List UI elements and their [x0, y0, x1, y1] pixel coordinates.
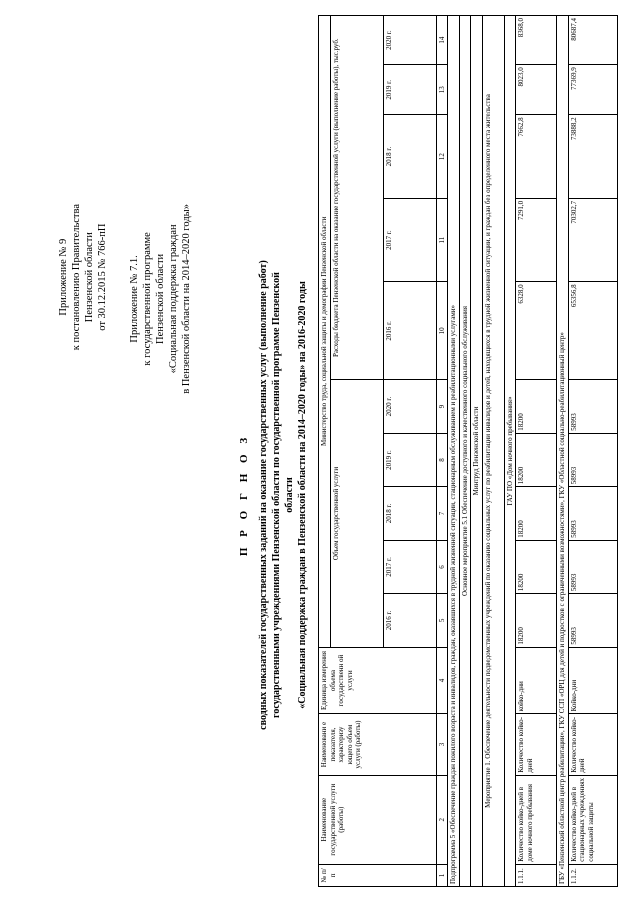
row-expense: 7291,0 — [516, 198, 557, 282]
title-line: государственными учреждениями Пензенской области по государственной программе Пензенской области — [271, 272, 295, 718]
column-number: 3 — [436, 714, 448, 775]
row-num: 1.1.2. — [568, 864, 617, 886]
row-volume: 58993 — [568, 594, 617, 647]
header-ministry: Министерство труда, социальной защиты и демографии Пензенской области — [319, 16, 331, 648]
header-year: 2016 г. — [383, 282, 436, 380]
document-title — [238, 255, 309, 735]
annex-7-1-line: к государственной программе — [142, 232, 153, 366]
annex-7-1-line: «Социальная поддержка граждан — [168, 224, 179, 374]
annex-9-line: Приложение № 9 — [58, 238, 69, 316]
header-year: 2018 г. — [383, 487, 436, 540]
row-expense: 80687,4 — [568, 16, 617, 65]
annex-7-1-header — [128, 204, 193, 394]
header-volume: Объем государственной услуги — [330, 380, 383, 647]
column-number: 4 — [436, 647, 448, 714]
header-indicator: Наименовани е показателя, характеризу ющего объем услуги (работы) — [319, 714, 437, 775]
annex-9-line: к постановлению Правительства — [71, 204, 82, 351]
column-number: 2 — [436, 775, 448, 864]
institution-row: ГАУ ПО «Дом ночного пребывания» — [504, 16, 516, 887]
row-expense: 6328,0 — [516, 282, 557, 380]
row-num: 1.1.1. — [516, 864, 557, 886]
annex-9-line: от 30.12.2015 № 766-пП — [97, 223, 108, 331]
annex-9-line: Пензенской области — [84, 232, 95, 323]
row-volume: 18200 — [516, 487, 557, 540]
column-number: 9 — [436, 380, 448, 433]
row-service: Количество койко-дней в доме ночного пребывания — [516, 775, 557, 864]
row-service: Количество койко-дней в стационарных учреждениях социальной защиты — [568, 775, 617, 864]
ministry-row: Минтруд Пензенской области — [471, 16, 483, 887]
row-expense: 8023,0 — [516, 65, 557, 115]
row-unit: Койко-дни — [568, 647, 617, 714]
forecast-table — [318, 15, 618, 887]
column-number-row — [436, 16, 448, 887]
table-row — [568, 16, 617, 887]
row-volume: 18200 — [516, 433, 557, 486]
annex-9-header — [57, 204, 109, 350]
header-year: 2020 г. — [383, 380, 436, 433]
header-year: 2017 г. — [383, 198, 436, 282]
column-number: 14 — [436, 16, 448, 65]
row-expense: 70302,7 — [568, 198, 617, 282]
subprogram-row: Подпрограмма 5 «Обеспечение граждан пожилого возраста и инвалидов, граждан, оказавшихся в трудной жизненной ситуации, стационарным обслуживанием и реабилитационными услугами» — [448, 16, 460, 887]
row-volume: 58993 — [568, 487, 617, 540]
header-service: Наименование государственной услуги (работы) — [319, 775, 437, 864]
header-year: 2018 г. — [383, 115, 436, 199]
row-expense: 7662,8 — [516, 115, 557, 199]
header-year: 2017 г. — [383, 540, 436, 593]
row-volume: 18200 — [516, 540, 557, 593]
event-row: Мероприятие 1. Обеспечение деятельности подведомственных учреждений по оказанию социальных услуг по реабилитации инвалидов и детей, находящихся в трудной жизненной ситуации, и граждан без определенного места жительства — [482, 16, 504, 887]
header-year: 2020 г. — [383, 16, 436, 65]
column-number: 11 — [436, 198, 448, 282]
row-unit: койко-дни — [516, 647, 557, 714]
row-indicator: Количество койко-дней — [568, 714, 617, 775]
main-event-row: Основное мероприятие 5.1 Обеспечение доступного и качественного социального обслуживания — [459, 16, 471, 887]
column-number: 1 — [436, 864, 448, 886]
column-number: 13 — [436, 65, 448, 115]
title-line: «Социальная поддержка граждан в Пензенской области на 2014–2020 годы» на 2016-2020 годы — [297, 281, 308, 709]
row-expense: 8368,0 — [516, 16, 557, 65]
annex-7-1-line: Пензенской области — [155, 253, 166, 344]
column-number: 8 — [436, 433, 448, 486]
column-number: 5 — [436, 594, 448, 647]
column-number: 7 — [436, 487, 448, 540]
row-expense: 65356,8 — [568, 282, 617, 380]
header-unit: Единица измерения объема государственн ой услуги — [319, 647, 437, 714]
institution-row: ГБУ «Пензенский областной центр реабилитации», ГКУ ССП «ОРЦ для детей и подростков с ограниченными возможностями», ГКУ «Областной социально-реабилитационный центр» — [557, 16, 569, 887]
title-word: П Р О Г Н О З — [238, 433, 250, 557]
row-expense: 77369,9 — [568, 65, 617, 115]
header-year: 2019 г. — [383, 65, 436, 115]
row-volume: 58993 — [568, 433, 617, 486]
row-volume: 18200 — [516, 594, 557, 647]
row-volume: 58993 — [568, 380, 617, 433]
row-expense: 73888,2 — [568, 115, 617, 199]
row-volume: 18200 — [516, 380, 557, 433]
column-number: 12 — [436, 115, 448, 199]
row-indicator: Количество койко-дней — [516, 714, 557, 775]
title-line: сводных показателей государственных заданий на оказание государственных услуг (выполнение работ) — [258, 260, 269, 730]
header-year: 2019 г. — [383, 433, 436, 486]
annex-7-1-line: Приложение № 7.1. — [129, 255, 140, 343]
annex-7-1-line: в Пензенской области на 2014–2020 годы» — [181, 204, 192, 394]
row-volume: 58993 — [568, 540, 617, 593]
header-num: № п/п — [319, 864, 437, 886]
column-number: 6 — [436, 540, 448, 593]
header-year: 2016 г. — [383, 594, 436, 647]
header-expense: Расходы бюджета Пензенской области на оказание государственной услуги (выполнение работы), тыс.руб. — [330, 16, 383, 380]
column-number: 10 — [436, 282, 448, 380]
table-row — [516, 16, 557, 887]
